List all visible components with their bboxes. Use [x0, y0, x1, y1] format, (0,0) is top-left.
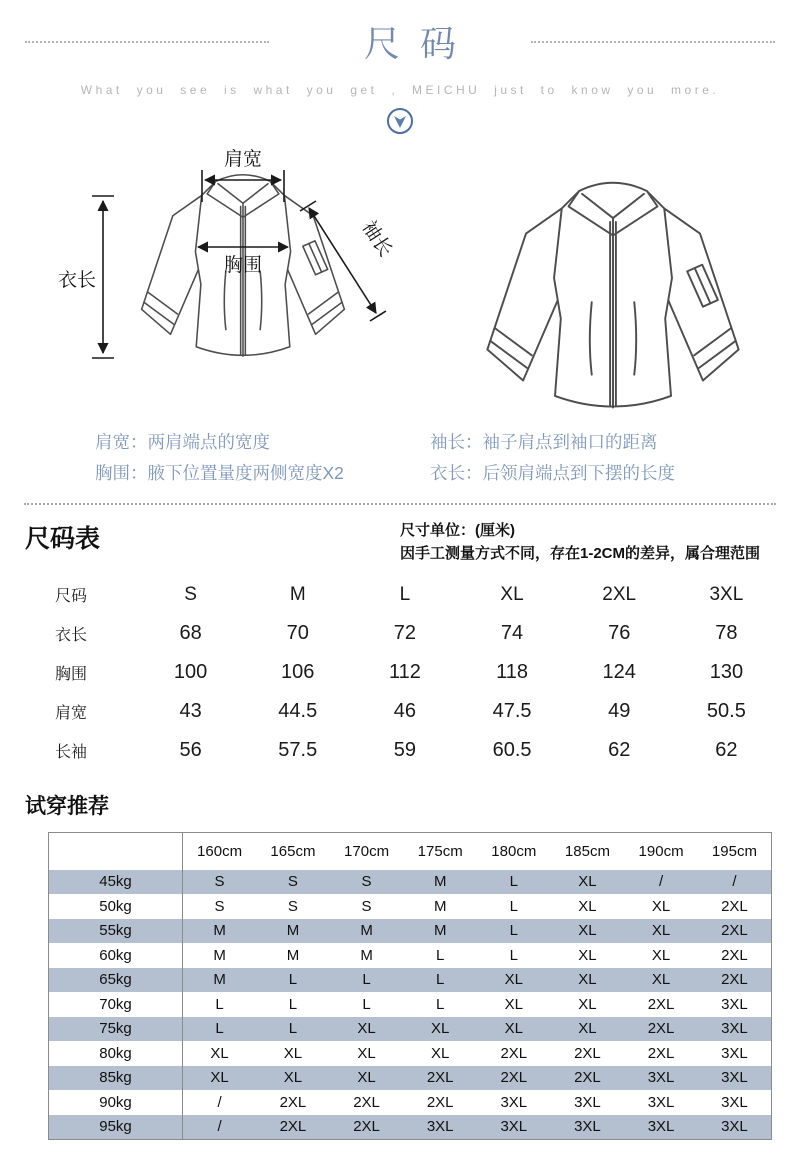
dotted-separator — [24, 503, 776, 505]
fit-size-cell: / — [217, 1093, 222, 1111]
fit-size-cell: 3XL — [698, 1017, 772, 1042]
size-cell: 76 — [608, 622, 631, 644]
size-cell: 59 — [393, 739, 417, 761]
size-cell: 56 — [179, 739, 202, 761]
fit-size-cell: 2XL — [647, 995, 675, 1013]
definitions-right — [430, 427, 675, 489]
fit-size-cell: M — [360, 946, 373, 964]
size-table-row — [25, 575, 780, 614]
size-cell: S — [184, 583, 197, 605]
size-cell: M — [289, 583, 306, 605]
fit-size-cell: 3XL — [574, 1093, 601, 1111]
fit-size-cell: L — [362, 995, 371, 1013]
fit-size-cell: M — [403, 919, 477, 944]
fit-size-cell: XL — [210, 1044, 229, 1062]
fit-weight-label: 80kg — [49, 1041, 183, 1066]
fit-size-cell: L — [256, 968, 330, 993]
fit-table-row — [49, 943, 772, 968]
fit-section-heading: 试穿推荐 — [25, 795, 109, 818]
fit-size-cell: XL — [578, 897, 597, 915]
size-row-label: 长袖 — [55, 744, 88, 761]
fit-weight-label: 95kg — [49, 1115, 183, 1140]
fit-size-cell: M — [330, 919, 404, 944]
fit-size-cell: 3XL — [698, 1115, 772, 1140]
fit-size-cell: XL — [283, 1044, 303, 1062]
fit-height-header: 180cm — [491, 842, 537, 860]
size-cell: 60.5 — [492, 739, 532, 761]
fit-weight-label: 55kg — [49, 919, 183, 944]
size-cell: 50.5 — [706, 700, 746, 722]
size-row-label: 衣长 — [55, 627, 88, 644]
unit-note: 尺寸单位：(厘米) — [400, 522, 515, 539]
fit-height-header: 195cm — [711, 842, 757, 860]
header-dotted-rule-right — [531, 41, 775, 43]
fit-table-row — [49, 992, 772, 1017]
fit-weight-label: 60kg — [49, 943, 183, 968]
fit-size-cell: S — [256, 870, 330, 895]
size-cell: 43 — [179, 700, 202, 722]
fit-weight-label: 50kg — [49, 894, 183, 919]
fit-header-row — [49, 833, 772, 870]
fit-size-cell: L — [256, 1017, 330, 1042]
fit-size-cell: M — [433, 897, 447, 915]
shirt-diagram-annotated — [56, 144, 448, 406]
page-header — [0, 0, 800, 140]
label-sleeve-length: 袖长 — [357, 217, 396, 261]
size-table — [25, 575, 780, 770]
fit-size-cell: XL — [551, 870, 625, 895]
fit-size-cell: L — [403, 968, 477, 993]
size-cell: 70 — [286, 622, 309, 644]
fit-size-cell: S — [214, 897, 225, 915]
fit-size-cell: XL — [330, 1017, 404, 1042]
fit-size-cell: XL — [477, 968, 551, 993]
size-cell: 68 — [179, 622, 202, 644]
fit-size-cell: XL — [551, 919, 625, 944]
page-title: 尺码 — [364, 23, 477, 64]
fit-size-cell: 2XL — [353, 1093, 380, 1111]
fit-size-cell: 3XL — [721, 995, 748, 1013]
fit-size-cell: L — [215, 995, 224, 1013]
fit-height-header: 165cm — [270, 842, 316, 860]
fit-size-cell: 2XL — [330, 1115, 404, 1140]
fit-size-cell: S — [330, 870, 404, 895]
size-cell: 62 — [608, 739, 631, 761]
fit-size-cell: 2XL — [279, 1093, 307, 1111]
fit-size-cell: XL — [578, 995, 597, 1013]
definitions-left — [95, 427, 430, 489]
definition-line: 袖长：袖子肩点到袖口的距离 — [430, 432, 658, 452]
size-cell: 100 — [173, 661, 208, 683]
fit-size-cell: XL — [431, 1044, 450, 1062]
fit-size-cell: S — [183, 870, 257, 895]
fit-table-head — [49, 833, 772, 870]
fit-size-cell: 3XL — [477, 1115, 551, 1140]
fit-size-cell: 2XL — [403, 1066, 477, 1091]
fit-size-cell: 3XL — [698, 1066, 772, 1091]
size-table-row — [25, 731, 780, 770]
size-row-label: 尺码 — [55, 588, 88, 605]
fit-size-cell: L — [288, 995, 298, 1013]
fit-size-cell: 2XL — [624, 1017, 698, 1042]
fit-size-cell: 2XL — [574, 1044, 601, 1062]
fit-size-cell: L — [477, 870, 551, 895]
size-cell: 44.5 — [278, 700, 318, 722]
label-shoulder-width: 肩宽 — [223, 149, 263, 170]
fit-size-cell: XL — [477, 1017, 551, 1042]
fit-size-cell: 2XL — [721, 946, 748, 964]
fit-weight-label: 45kg — [49, 870, 183, 895]
fit-size-cell: 3XL — [647, 1093, 675, 1111]
fit-size-cell: XL — [357, 1044, 376, 1062]
fit-table-row — [49, 1115, 772, 1140]
size-cell: XL — [500, 583, 524, 605]
fit-table-row — [49, 1017, 772, 1042]
fit-table — [48, 832, 772, 1140]
fit-size-cell: / — [624, 870, 698, 895]
size-cell: 46 — [393, 700, 417, 722]
size-cell: 112 — [388, 661, 421, 683]
label-chest: 胸围 — [223, 255, 263, 276]
fit-size-cell: 2XL — [647, 1044, 675, 1062]
fit-weight-label: 65kg — [49, 968, 183, 993]
definition-line: 肩宽：两肩端点的宽度 — [95, 432, 270, 452]
fit-size-cell: M — [213, 946, 226, 964]
fit-size-cell: S — [287, 897, 298, 915]
fit-size-cell: XL — [403, 1017, 477, 1042]
size-table-row — [25, 614, 780, 653]
fit-size-cell: / — [698, 870, 772, 895]
fit-table-row — [49, 919, 772, 944]
size-cell: 106 — [281, 661, 315, 683]
fit-table-row — [49, 870, 772, 895]
size-cell: 74 — [500, 622, 524, 644]
size-cell: 2XL — [602, 583, 637, 605]
size-cell: 47.5 — [492, 700, 532, 722]
fit-size-cell: L — [436, 946, 445, 964]
size-cell: 3XL — [709, 583, 744, 605]
fit-size-cell: L — [183, 1017, 257, 1042]
fit-size-cell: XL — [624, 968, 698, 993]
fit-size-cell: M — [286, 946, 300, 964]
fit-table-row — [49, 1066, 772, 1091]
fit-size-cell: L — [330, 968, 404, 993]
fit-size-cell: / — [183, 1115, 257, 1140]
fit-size-cell: L — [509, 897, 518, 915]
label-garment-length: 衣长 — [58, 270, 97, 291]
fit-size-cell: XL — [651, 897, 671, 915]
size-cell: 49 — [608, 700, 631, 722]
fit-size-cell: XL — [256, 1066, 330, 1091]
size-row-label: 肩宽 — [55, 705, 88, 722]
fit-size-cell: 2XL — [551, 1066, 625, 1091]
fit-weight-label: 85kg — [49, 1066, 183, 1091]
size-table-body — [25, 575, 780, 770]
fit-table-body — [49, 870, 772, 1140]
size-table-row — [25, 653, 780, 692]
fit-size-cell: 3XL — [403, 1115, 477, 1140]
header-subtitle: What you see is what you get , MEICHU just to know you more. — [80, 83, 720, 97]
fit-size-cell: L — [477, 919, 551, 944]
size-cell: 72 — [393, 622, 417, 644]
fit-size-cell: XL — [624, 919, 698, 944]
measurement-definitions — [0, 427, 800, 489]
chevron-down-circle-icon — [0, 107, 800, 140]
fit-size-cell: M — [183, 968, 257, 993]
size-table-row — [25, 692, 780, 731]
fit-height-header: 185cm — [564, 842, 610, 860]
fit-size-cell: XL — [183, 1066, 257, 1091]
size-section-heading: 尺码表 — [25, 525, 101, 553]
fit-size-cell: M — [183, 919, 257, 944]
fit-size-cell: 3XL — [624, 1066, 698, 1091]
size-cell: 130 — [709, 661, 744, 683]
fit-size-cell: XL — [330, 1066, 404, 1091]
fit-height-header: 160cm — [197, 842, 243, 860]
fit-table-row — [49, 894, 772, 919]
size-cell: 118 — [496, 661, 528, 683]
size-cell: 62 — [715, 739, 738, 761]
size-cell: 124 — [602, 661, 636, 683]
size-note — [400, 519, 775, 565]
fit-corner-cell — [49, 833, 183, 870]
fit-table-row — [49, 968, 772, 993]
bottom-padding — [0, 1140, 800, 1166]
size-cell: 57.5 — [278, 739, 318, 761]
fit-size-cell: 2XL — [500, 1044, 528, 1062]
definition-line: 衣长：后领肩端点到下摆的长度 — [430, 463, 675, 483]
size-section-header — [25, 519, 775, 565]
fit-size-cell: 2XL — [721, 897, 748, 915]
fit-size-cell: 2XL — [698, 968, 772, 993]
fit-size-cell: 3XL — [721, 1044, 748, 1062]
fit-height-header: 170cm — [344, 842, 390, 860]
fit-size-cell: XL — [504, 995, 523, 1013]
size-cell: L — [399, 583, 411, 605]
fit-size-cell: XL — [578, 946, 597, 964]
fit-size-cell: XL — [551, 1017, 625, 1042]
fit-table-row — [49, 1041, 772, 1066]
tolerance-note: 因手工测量方式不同，存在1-2CM的差异，属合理范围 — [400, 545, 761, 562]
fit-size-cell: XL — [551, 968, 625, 993]
fit-table-row — [49, 1090, 772, 1115]
fit-size-cell: 3XL — [551, 1115, 625, 1140]
fit-size-cell: M — [256, 919, 330, 944]
fit-height-header: 175cm — [417, 842, 463, 860]
shirt-diagrams — [0, 140, 800, 423]
fit-size-cell: L — [436, 995, 445, 1013]
fit-size-cell: 2XL — [256, 1115, 330, 1140]
fit-weight-label: 75kg — [49, 1017, 183, 1042]
header-dotted-rule-left — [25, 41, 269, 43]
fit-size-cell: 2XL — [477, 1066, 551, 1091]
fit-size-cell: L — [509, 946, 518, 964]
fit-size-cell: 3XL — [500, 1093, 528, 1111]
fit-size-cell: 3XL — [721, 1093, 748, 1111]
shirt-diagram-plain — [468, 162, 758, 423]
fit-weight-label: 70kg — [49, 992, 183, 1017]
fit-size-cell: M — [403, 870, 477, 895]
fit-height-header: 190cm — [638, 842, 684, 860]
fit-size-cell: S — [361, 897, 372, 915]
fit-size-cell: 3XL — [624, 1115, 698, 1140]
fit-size-cell: 2XL — [698, 919, 772, 944]
definition-line: 胸围：腋下位置量度两侧宽度X2 — [95, 463, 344, 483]
fit-size-cell: 2XL — [426, 1093, 454, 1111]
size-row-label: 胸围 — [55, 666, 88, 683]
size-cell: 78 — [715, 622, 738, 644]
fit-size-cell: XL — [651, 946, 671, 964]
fit-weight-label: 90kg — [49, 1090, 183, 1115]
